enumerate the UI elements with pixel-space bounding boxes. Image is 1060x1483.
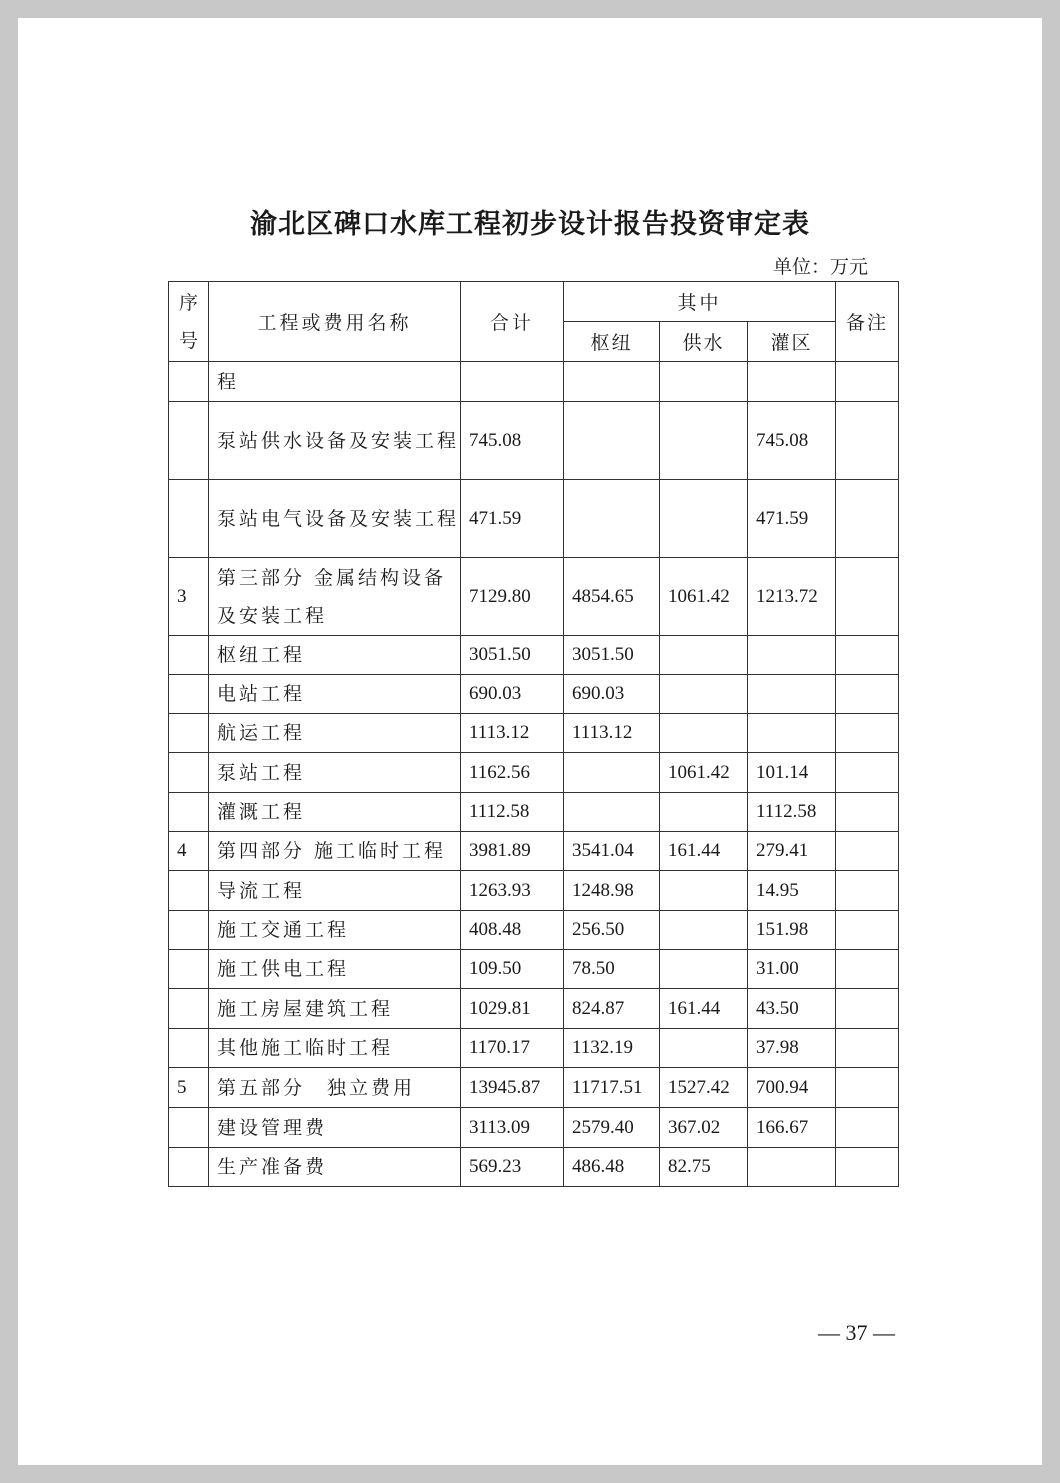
table-row bbox=[169, 1029, 899, 1068]
hub-cell bbox=[564, 793, 660, 832]
table-row bbox=[169, 558, 899, 636]
total-cell: 3981.89 bbox=[461, 832, 564, 871]
irrigation-cell bbox=[748, 362, 836, 402]
water-cell bbox=[660, 480, 748, 558]
header-seq: 序号 bbox=[169, 282, 209, 362]
seq-cell bbox=[169, 1108, 209, 1148]
total-cell: 7129.80 bbox=[461, 558, 564, 636]
investment-review-table bbox=[168, 281, 899, 1187]
irrigation-cell: 700.94 bbox=[748, 1068, 836, 1108]
table-row bbox=[169, 950, 899, 989]
total-cell: 408.48 bbox=[461, 911, 564, 950]
irrigation-cell: 31.00 bbox=[748, 950, 836, 989]
water-cell: 1527.42 bbox=[660, 1068, 748, 1108]
hub-cell: 11717.51 bbox=[564, 1068, 660, 1108]
table-row bbox=[169, 832, 899, 871]
irrigation-cell: 14.95 bbox=[748, 871, 836, 911]
item-name-cell: 建设管理费 bbox=[209, 1108, 461, 1148]
hub-cell: 3541.04 bbox=[564, 832, 660, 871]
seq-cell bbox=[169, 362, 209, 402]
seq-cell bbox=[169, 753, 209, 793]
item-name-cell: 施工房屋建筑工程 bbox=[209, 989, 461, 1029]
total-cell: 1029.81 bbox=[461, 989, 564, 1029]
header-hub: 枢纽 bbox=[564, 322, 660, 362]
hub-cell: 690.03 bbox=[564, 675, 660, 714]
table-row bbox=[169, 480, 899, 558]
total-cell: 471.59 bbox=[461, 480, 564, 558]
seq-cell bbox=[169, 950, 209, 989]
seq-cell: 5 bbox=[169, 1068, 209, 1108]
water-cell bbox=[660, 793, 748, 832]
total-cell: 1113.12 bbox=[461, 714, 564, 753]
irrigation-cell: 37.98 bbox=[748, 1029, 836, 1068]
header-group: 其中 bbox=[564, 282, 836, 322]
remark-cell bbox=[836, 911, 899, 950]
water-cell: 161.44 bbox=[660, 989, 748, 1029]
seq-cell bbox=[169, 989, 209, 1029]
item-name-cell: 泵站电气设备及安装工程 bbox=[209, 480, 461, 558]
total-cell: 1162.56 bbox=[461, 753, 564, 793]
irrigation-cell: 745.08 bbox=[748, 402, 836, 480]
remark-cell bbox=[836, 714, 899, 753]
seq-cell bbox=[169, 911, 209, 950]
hub-cell: 1132.19 bbox=[564, 1029, 660, 1068]
item-name-cell: 电站工程 bbox=[209, 675, 461, 714]
irrigation-cell: 151.98 bbox=[748, 911, 836, 950]
item-name-cell: 施工供电工程 bbox=[209, 950, 461, 989]
water-cell bbox=[660, 714, 748, 753]
unit-label: 单位：万元 bbox=[772, 256, 868, 278]
table-row bbox=[169, 362, 899, 402]
irrigation-cell bbox=[748, 636, 836, 675]
water-cell bbox=[660, 871, 748, 911]
remark-cell bbox=[836, 871, 899, 911]
remark-cell bbox=[836, 636, 899, 675]
remark-cell bbox=[836, 1108, 899, 1148]
table-row bbox=[169, 753, 899, 793]
remark-cell bbox=[836, 1148, 899, 1187]
hub-cell: 486.48 bbox=[564, 1148, 660, 1187]
seq-cell bbox=[169, 480, 209, 558]
table-body bbox=[169, 362, 899, 1187]
table-row bbox=[169, 714, 899, 753]
seq-cell bbox=[169, 675, 209, 714]
total-cell: 1112.58 bbox=[461, 793, 564, 832]
water-cell bbox=[660, 402, 748, 480]
hub-cell bbox=[564, 362, 660, 402]
remark-cell bbox=[836, 832, 899, 871]
water-cell: 1061.42 bbox=[660, 753, 748, 793]
total-cell: 569.23 bbox=[461, 1148, 564, 1187]
header-water: 供水 bbox=[660, 322, 748, 362]
item-name-cell: 其他施工临时工程 bbox=[209, 1029, 461, 1068]
irrigation-cell: 1213.72 bbox=[748, 558, 836, 636]
header-irrigation: 灌区 bbox=[748, 322, 836, 362]
water-cell bbox=[660, 950, 748, 989]
remark-cell bbox=[836, 1029, 899, 1068]
page-number: — 37 — bbox=[818, 1320, 895, 1345]
table-row bbox=[169, 1068, 899, 1108]
item-name-cell: 灌溉工程 bbox=[209, 793, 461, 832]
hub-cell bbox=[564, 402, 660, 480]
item-name-cell: 生产准备费 bbox=[209, 1148, 461, 1187]
table-row bbox=[169, 675, 899, 714]
total-cell: 13945.87 bbox=[461, 1068, 564, 1108]
table-row bbox=[169, 1108, 899, 1148]
hub-cell: 3051.50 bbox=[564, 636, 660, 675]
item-name-cell: 第三部分 金属结构设备及安装工程 bbox=[209, 558, 461, 636]
item-name-cell: 第四部分 施工临时工程 bbox=[209, 832, 461, 871]
seq-cell bbox=[169, 714, 209, 753]
water-cell: 161.44 bbox=[660, 832, 748, 871]
remark-cell bbox=[836, 362, 899, 402]
seq-cell: 3 bbox=[169, 558, 209, 636]
water-cell bbox=[660, 362, 748, 402]
hub-cell: 1113.12 bbox=[564, 714, 660, 753]
hub-cell: 78.50 bbox=[564, 950, 660, 989]
seq-cell bbox=[169, 636, 209, 675]
water-cell: 367.02 bbox=[660, 1108, 748, 1148]
water-cell bbox=[660, 636, 748, 675]
remark-cell bbox=[836, 753, 899, 793]
item-name-cell: 第五部分 独立费用 bbox=[209, 1068, 461, 1108]
total-cell: 745.08 bbox=[461, 402, 564, 480]
table-row bbox=[169, 402, 899, 480]
total-cell: 3051.50 bbox=[461, 636, 564, 675]
seq-cell bbox=[169, 793, 209, 832]
irrigation-cell: 101.14 bbox=[748, 753, 836, 793]
item-name-cell: 程 bbox=[209, 362, 461, 402]
table-row bbox=[169, 911, 899, 950]
water-cell bbox=[660, 911, 748, 950]
remark-cell bbox=[836, 950, 899, 989]
item-name-cell: 泵站工程 bbox=[209, 753, 461, 793]
irrigation-cell bbox=[748, 675, 836, 714]
total-cell: 690.03 bbox=[461, 675, 564, 714]
item-name-cell: 航运工程 bbox=[209, 714, 461, 753]
remark-cell bbox=[836, 989, 899, 1029]
remark-cell bbox=[836, 793, 899, 832]
seq-cell: 4 bbox=[169, 832, 209, 871]
table-row bbox=[169, 636, 899, 675]
document-title: 渝北区碑口水库工程初步设计报告投资审定表 bbox=[250, 209, 810, 240]
seq-cell bbox=[169, 402, 209, 480]
irrigation-cell bbox=[748, 714, 836, 753]
water-cell: 1061.42 bbox=[660, 558, 748, 636]
table-row bbox=[169, 871, 899, 911]
table-row bbox=[169, 793, 899, 832]
irrigation-cell: 1112.58 bbox=[748, 793, 836, 832]
item-name-cell: 导流工程 bbox=[209, 871, 461, 911]
seq-cell bbox=[169, 1148, 209, 1187]
header-total: 合计 bbox=[461, 282, 564, 362]
water-cell bbox=[660, 675, 748, 714]
hub-cell: 824.87 bbox=[564, 989, 660, 1029]
item-name-cell: 泵站供水设备及安装工程 bbox=[209, 402, 461, 480]
hub-cell: 1248.98 bbox=[564, 871, 660, 911]
total-cell: 109.50 bbox=[461, 950, 564, 989]
irrigation-cell: 166.67 bbox=[748, 1108, 836, 1148]
total-cell: 3113.09 bbox=[461, 1108, 564, 1148]
water-cell bbox=[660, 1029, 748, 1068]
table-row bbox=[169, 989, 899, 1029]
header-name: 工程或费用名称 bbox=[209, 282, 461, 362]
remark-cell bbox=[836, 675, 899, 714]
irrigation-cell: 279.41 bbox=[748, 832, 836, 871]
item-name-cell: 枢纽工程 bbox=[209, 636, 461, 675]
water-cell: 82.75 bbox=[660, 1148, 748, 1187]
table-row bbox=[169, 1148, 899, 1187]
irrigation-cell: 43.50 bbox=[748, 989, 836, 1029]
irrigation-cell bbox=[748, 1148, 836, 1187]
hub-cell bbox=[564, 753, 660, 793]
item-name-cell: 施工交通工程 bbox=[209, 911, 461, 950]
remark-cell bbox=[836, 1068, 899, 1108]
total-cell: 1170.17 bbox=[461, 1029, 564, 1068]
total-cell: 1263.93 bbox=[461, 871, 564, 911]
irrigation-cell: 471.59 bbox=[748, 480, 836, 558]
header-remark: 备注 bbox=[836, 282, 899, 362]
hub-cell: 256.50 bbox=[564, 911, 660, 950]
seq-cell bbox=[169, 1029, 209, 1068]
total-cell bbox=[461, 362, 564, 402]
seq-cell bbox=[169, 871, 209, 911]
hub-cell: 4854.65 bbox=[564, 558, 660, 636]
hub-cell: 2579.40 bbox=[564, 1108, 660, 1148]
remark-cell bbox=[836, 480, 899, 558]
hub-cell bbox=[564, 480, 660, 558]
remark-cell bbox=[836, 402, 899, 480]
remark-cell bbox=[836, 558, 899, 636]
